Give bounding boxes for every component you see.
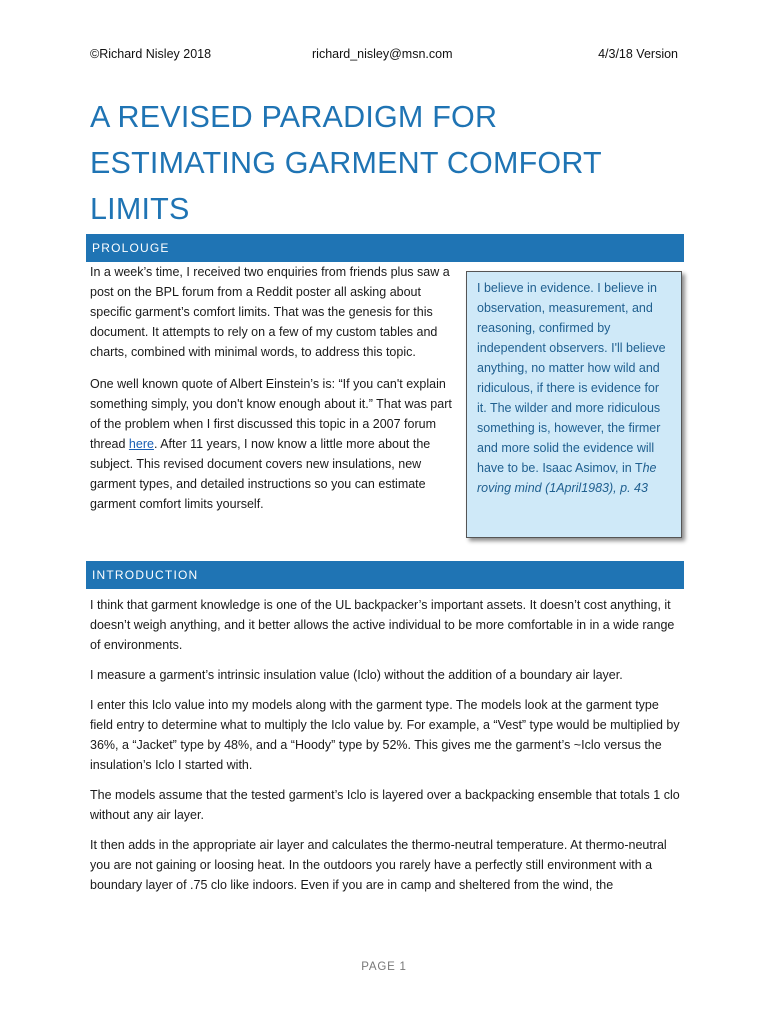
title-line-1: A REVISED PARADIGM FOR [90, 100, 498, 134]
introduction-paragraph-3: I enter this Iclo value into my models along with the garment type. The models look at the garment type field entry to determine what to multiply the Iclo value by. For example, a “Vest” type would be multiplied by 36%, a “Jacket” type by 48%, and a “Hoody” type by 52%. This gives me the garment’s ~Iclo versus the insulation’s Iclo I started with. [90, 698, 680, 772]
header-version: 4/3/18 Version [598, 47, 678, 61]
introduction-heading: INTRODUCTION [86, 561, 684, 589]
title-line-3: LIMITS [90, 192, 190, 226]
prologue-paragraph-2-text-end: . After 11 years, I now know a little more about the subject. This revised document covers new insulations, new garment types, and detailed instructions so you can estimate garment comfort limits yourself. [90, 437, 431, 511]
header-copyright: ©Richard Nisley 2018 [90, 47, 212, 61]
header-email: richard_nisley@msn.com [312, 47, 453, 61]
introduction-paragraph-5: It then adds in the appropriate air layer and calculates the thermo-neutral temperature. At thermo-neutral you are not gaining or loosing heat. In the outdoors you rarely have a perfectly still environment with a boundary layer of .75 clo like indoors. Even if you are in camp and sheltered from the wind, the [90, 838, 667, 892]
introduction-paragraph-2: I measure a garment’s intrinsic insulation value (Iclo) without the addition of a boundary air layer. [90, 668, 623, 682]
prologue-heading: PROLOUGE [86, 234, 684, 262]
prologue-paragraph-1: In a week’s time, I received two enquiries from friends plus saw a post on the BPL forum from a Reddit poster all asking about specific garment’s comfort limits. That was the genesis for this document. It attempts to rely on a few of my custom tables and charts, combined with minimal words, to address this topic. [90, 265, 450, 359]
introduction-paragraph-1: I think that garment knowledge is one of the UL backpacker’s important assets. It doesn’t cost anything, it doesn’t weigh anything, and it better allows the active individual to be more comfortable in in a wide range of environments. [90, 598, 675, 652]
introduction-paragraph-4: The models assume that the tested garment’s Iclo is layered over a backpacking ensemble that totals 1 clo without any air layer. [90, 788, 680, 822]
page-number: PAGE 1 [361, 961, 407, 973]
quote-text: I believe in evidence. I believe in observation, measurement, and reasoning, confirmed by independent observers. I'll believe anything, no matter how wild and ridiculous, if there is evidence for it. The wilder and more ridiculous something is, however, the firmer and more solid the evidence will have to be. Isaac Asimov, in T [477, 281, 666, 475]
forum-thread-link[interactable]: here [128, 437, 154, 451]
prologue-paragraph-2 [90, 374, 458, 514]
quote-source: he roving mind (1April1983), p. 43 [477, 461, 657, 495]
asimov-quote-box [466, 271, 682, 538]
title-line-2: ESTIMATING GARMENT COMFORT [90, 146, 602, 180]
prologue-paragraph-2-text: One well known quote of Albert Einstein’s is: “If you can't explain something simply, you don't know enough about it.” That was part of the problem when I first discussed this topic in a 2007 forum thread [90, 377, 452, 451]
document-title [90, 94, 690, 232]
